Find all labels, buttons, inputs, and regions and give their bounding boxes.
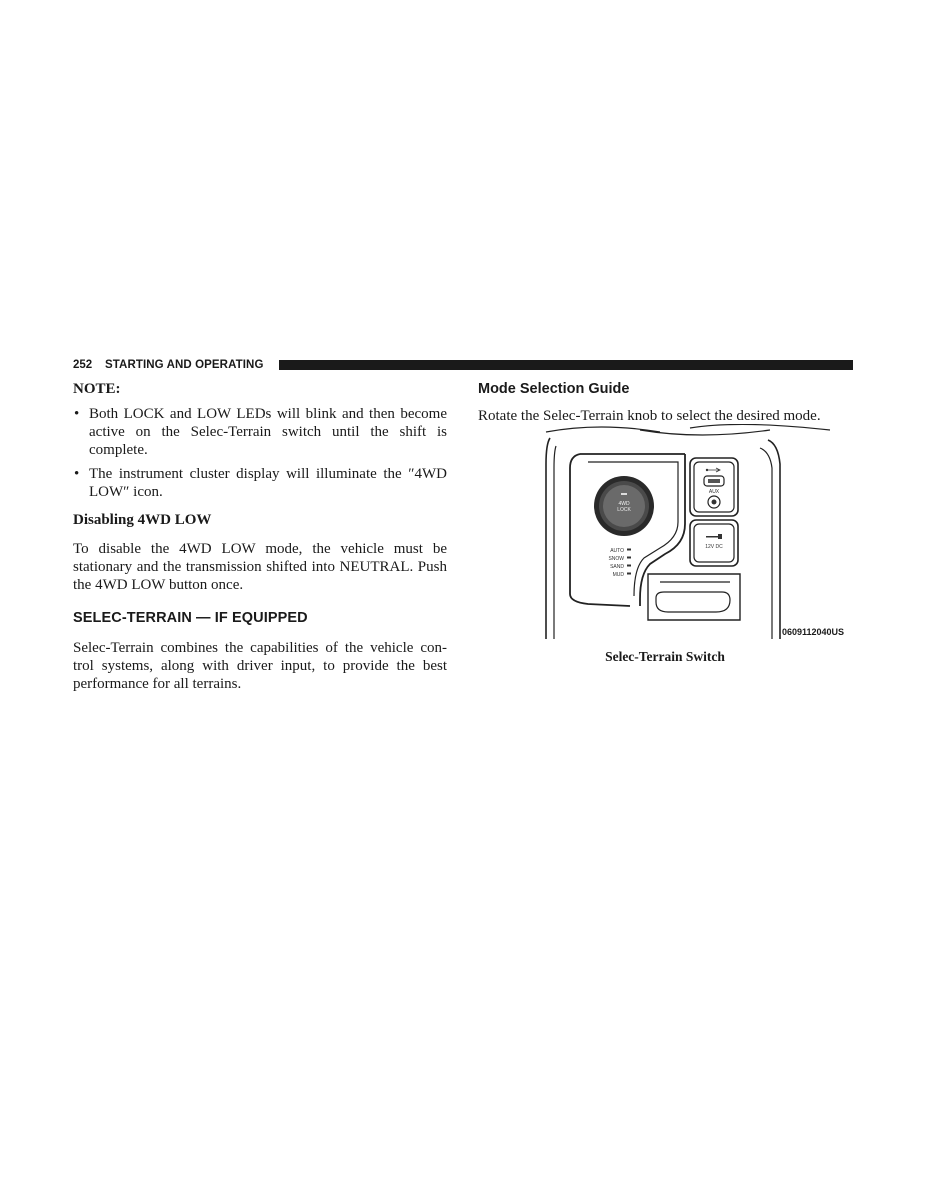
bullet-icon: • (74, 406, 80, 422)
left-column (73, 380, 447, 693)
figure-caption: Selec-Terrain Switch (605, 649, 725, 664)
knob-label-line1: 4WD (618, 501, 630, 507)
mode-label-auto: AUTO (610, 548, 624, 554)
page-number: 252 (73, 359, 93, 371)
mode-label-mud: MUD (612, 572, 624, 578)
disabling-paragraph: To disable the 4WD LOW mode, the vehicle must be stationary and the transmission shifted into NEUTRAL. Push the 4WD LOW button once. (73, 541, 447, 593)
note-label: NOTE: (73, 381, 121, 397)
page-header (73, 358, 853, 372)
power-outlet-label: 12V DC (705, 544, 723, 550)
mode-label-snow: SNOW (608, 556, 624, 562)
mode-label-sand: SAND (610, 564, 624, 570)
selec-terrain-figure (540, 424, 852, 646)
aux-label: AUX (708, 489, 720, 495)
knob-label-line2: LOCK (617, 507, 631, 513)
selec-terrain-paragraph: Selec-Terrain combines the capabilities of the vehicle con- trol systems, along with driver input, to provide the best performance for all terrains. (73, 640, 447, 692)
usb-icon (706, 468, 720, 472)
mode-selection-heading: Mode Selection Guide (478, 381, 630, 397)
power-outlet-icon (706, 534, 722, 539)
list-item: • The instrument cluster display will illuminate the ″4WD LOW″ icon. (74, 466, 447, 500)
section-title: STARTING AND OPERATING (105, 359, 264, 371)
bullet-icon: • (74, 466, 80, 482)
selec-terrain-heading: SELEC-TERRAIN — IF EQUIPPED (73, 610, 308, 626)
figure-code: 0609112040US (782, 627, 845, 637)
right-column (478, 380, 852, 425)
selec-terrain-switch-illustration (540, 424, 852, 646)
list-item: • Both LOCK and LOW LEDs will blink and then become active on the Selec-Terrain switch until the shift is complete. (74, 406, 447, 458)
disabling-heading: Disabling 4WD LOW (73, 512, 212, 528)
header-rule (279, 360, 853, 370)
note-bullet-list (73, 405, 447, 501)
mode-selection-paragraph: Rotate the Selec-Terrain knob to select the desired mode. (478, 408, 821, 424)
